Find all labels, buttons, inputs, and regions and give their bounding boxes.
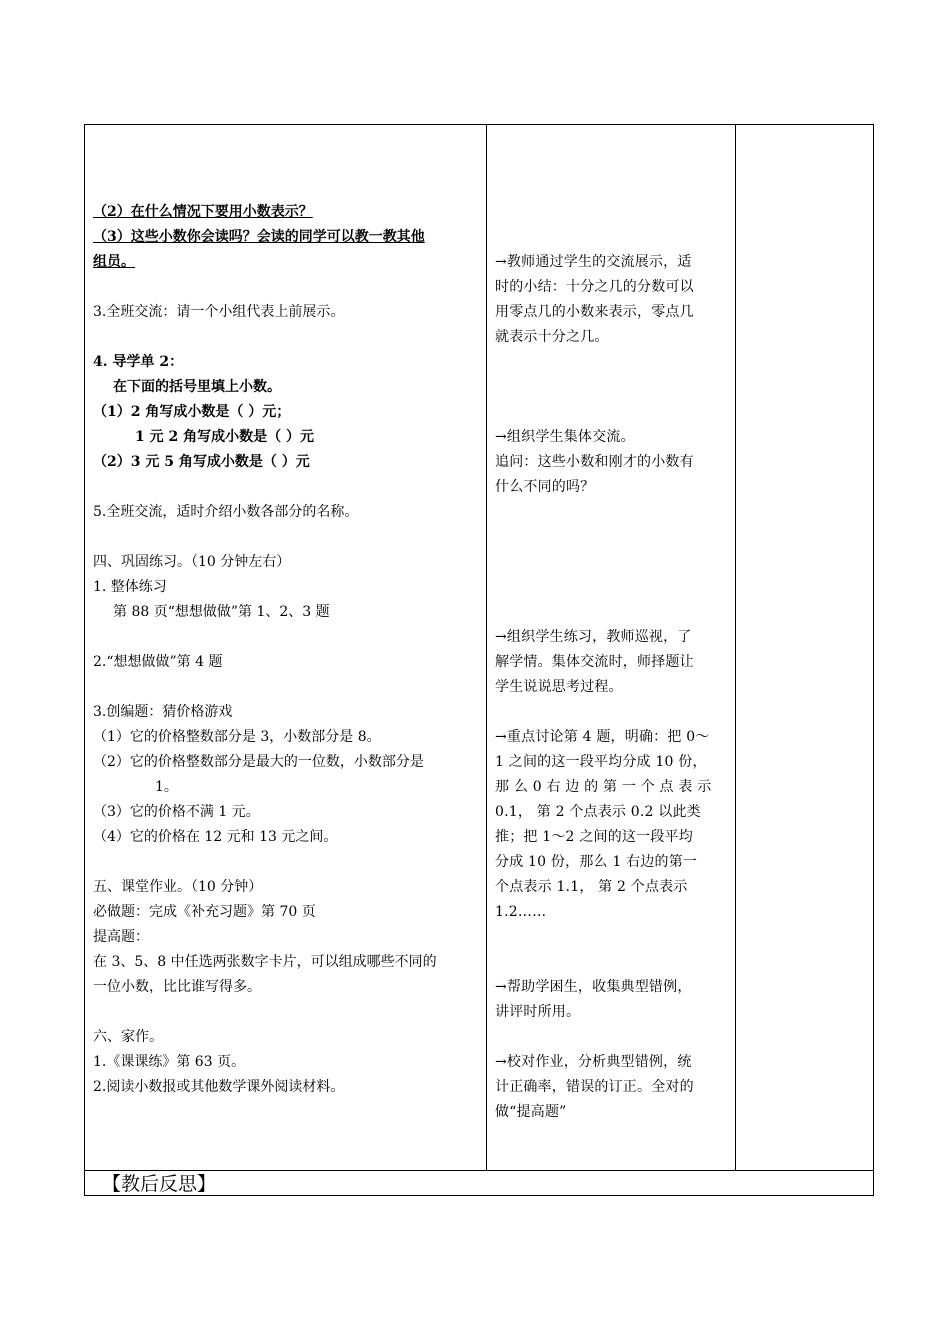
section-4-item-3c: （3）它的价格不满 1 元。 [93,804,260,820]
section-4-item-1: 1. 整体练习 [93,579,167,595]
teacher-notes-column [495,250,731,1125]
step-3: 3.全班交流：请一个小组代表上前展示。 [93,304,345,320]
question-2: （2）在什么情况下要用小数表示？ [93,204,313,220]
column-divider [735,124,736,1171]
step-5: 5.全班交流，适时介绍小数各部分的名称。 [93,504,359,520]
section-4-item-3b-cont: 1。 [155,779,178,795]
row-divider [84,1170,874,1171]
post-lesson-reflection-heading: 【教后反思】 [102,1173,217,1195]
note-4: 推；把 1～2 之间的这一段平均 [495,829,693,845]
section-5-item-3: 在 3、5、8 中任选两张数字卡片，可以组成哪些不同的 [93,954,437,970]
note-3: 解学情。集体交流时，师择题让 [495,654,694,670]
note-4: →重点讨论第 4 题，明确：把 0～ [495,729,710,745]
note-4: 个点表示 1.1， 第 2 个点表示 [495,879,688,895]
note-2: 什么不同的吗？ [495,479,595,495]
note-5: →帮助学困生，收集典型错例， [495,979,692,995]
section-4-item-1b: 第 88 页“想想做做”第 1、2、3 题 [113,604,330,620]
section-4-item-2: 2.“想想做做”第 4 题 [93,654,223,670]
note-4: 1 之间的这一段平均分成 10 份， [495,754,707,770]
note-1: 时的小结：十分之几的分数可以 [495,279,694,295]
note-6: →校对作业，分析典型错例，统 [495,1054,692,1070]
section-6-item-1: 1.《课课练》第 63 页。 [93,1054,246,1070]
section-4-item-3b: （2）它的价格整数部分是最大的一位数，小数部分是 [93,754,424,770]
section-4-title: 四、巩固练习。（10 分钟左右） [93,554,291,570]
note-4: 分成 10 份，那么 1 右边的第一 [495,854,698,870]
lesson-steps-column [93,200,483,1100]
note-2: →组织学生集体交流。 [495,429,635,445]
section-5-item-2: 提高题： [93,929,149,945]
note-4: 0.1， 第 2 个点表示 0.2 以此类 [495,804,701,820]
note-4: 那 么 0 右 边 的 第 一 个 点 表 示 [495,779,712,795]
step-4-q2: （2）3 元 5 角写成小数是（ ）元 [93,454,310,470]
section-4-item-3a: （1）它的价格整数部分是 3，小数部分是 8。 [93,729,381,745]
section-4-item-3: 3.创编题：猜价格游戏 [93,704,233,720]
note-6: 做“提高题” [495,1104,567,1120]
section-4-item-3d: （4）它的价格在 12 元和 13 元之间。 [93,829,338,845]
note-2: 追问：这些小数和刚才的小数有 [495,454,694,470]
question-3-cont: 组员。 [93,254,135,270]
note-5: 讲评时所用。 [495,1004,581,1020]
note-1: →教师通过学生的交流展示，适 [495,254,692,270]
note-4: 1.2…… [495,904,547,920]
section-6-title: 六、家作。 [93,1029,163,1045]
note-1: 就表示十分之几。 [495,329,609,345]
step-4-title: 4. 导学单 2： [93,354,184,370]
section-6-item-2: 2.阅读小数报或其他数学课外阅读材料。 [93,1079,345,1095]
step-4-q1: （1）2 角写成小数是（ ）元； [93,404,291,420]
note-3: →组织学生练习，教师巡视，了 [495,629,692,645]
note-1: 用零点几的小数来表示，零点几 [495,304,694,320]
step-4-q1b: 1 元 2 角写成小数是（ ）元 [135,429,314,445]
note-6: 计正确率，错误的订正。全对的 [495,1079,694,1095]
step-4-intro: 在下面的括号里填上小数。 [113,379,281,395]
section-5-item-1: 必做题：完成《补充习题》第 70 页 [93,904,316,920]
note-3: 学生说说思考过程。 [495,679,623,695]
section-5-item-3-cont: 一位小数，比比谁写得多。 [93,979,261,995]
column-divider [486,124,487,1171]
section-5-title: 五、课堂作业。（10 分钟） [93,879,263,895]
question-3: （3）这些小数你会读吗？会读的同学可以教一教其他 [93,229,425,245]
